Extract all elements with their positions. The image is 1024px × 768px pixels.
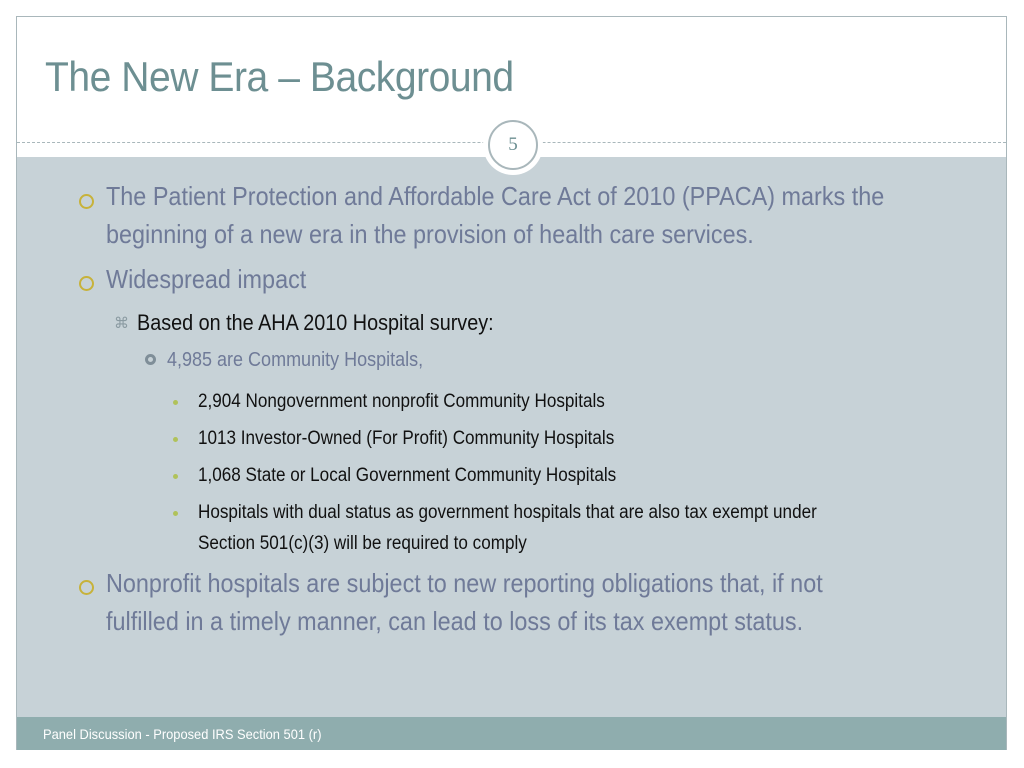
bullet-text-line: Widespread impact (106, 264, 307, 294)
bullet-text-line: Section 501(c)(3) will be required to comply (198, 533, 527, 554)
dot-bullet-icon (173, 437, 178, 442)
dot-bullet-icon (173, 400, 178, 405)
circle-bullet-icon (79, 580, 94, 595)
bullet-text-line: 1013 Investor-Owned (For Profit) Community Hospitals (198, 428, 615, 449)
bullet-text-line: fulfilled in a timely manner, can lead to loss of its tax exempt status. (106, 606, 804, 636)
footer-bar (17, 717, 1006, 750)
bullet-text-line: Based on the AHA 2010 Hospital survey: (137, 310, 494, 335)
slide-number: 5 (488, 120, 538, 170)
footer-text: Panel Discussion - Proposed IRS Section 501 (r) (43, 726, 322, 742)
dot-bullet-icon (173, 511, 178, 516)
slide-title: The New Era – Background (45, 53, 514, 100)
bullet-text-line: Nonprofit hospitals are subject to new reporting obligations that, if not (106, 568, 823, 598)
bullet-text-line: 2,904 Nongovernment nonprofit Community Hospitals (198, 391, 605, 412)
slide-frame (16, 16, 1007, 750)
bullet-text-line: 4,985 are Community Hospitals, (167, 349, 424, 371)
bullet-text-line: beginning of a new era in the provision of health care services. (106, 219, 754, 249)
bullet-text-line: The Patient Protection and Affordable Care Act of 2010 (PPACA) marks the (106, 181, 885, 211)
circle-bullet-icon (79, 276, 94, 291)
ring-bullet-icon (145, 354, 156, 365)
dot-bullet-icon (173, 474, 178, 479)
slide-number-badge (483, 115, 543, 175)
circle-bullet-icon (79, 194, 94, 209)
x-bullet-icon: ⌘ (114, 315, 129, 332)
bullet-text-line: Hospitals with dual status as government hospitals that are also tax exempt under (198, 502, 817, 523)
bullet-text-line: 1,068 State or Local Government Community Hospitals (198, 465, 617, 486)
